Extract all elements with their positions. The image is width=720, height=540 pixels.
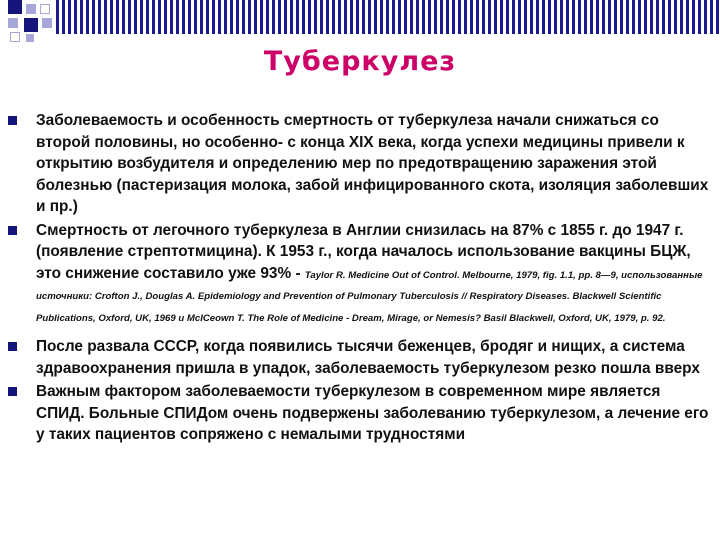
bullet-text-main: Смертность от легочного туберкулеза в Англии снизилась на 87% с 1855 г. до 1947 г. (появление стрептотмицина). К 1953 г., когда началось использование вакцины БЦЖ, это снижение составило уже 93% - <box>36 221 691 282</box>
square-bullet-icon <box>8 342 17 351</box>
square-bullet-icon <box>8 116 17 125</box>
bullet-text: Важным фактором заболеваемости туберкулезом в современном мире является СПИД. Больные СПИДом очень подвержены заболеванию туберкулезом, а лечение его у таких пациентов сопряжено с немалыми трудностями <box>36 383 709 443</box>
decor-square <box>42 18 52 28</box>
bullet-text <box>36 220 712 328</box>
decor-square <box>40 4 50 14</box>
list-item <box>6 336 712 379</box>
list-item <box>6 110 712 218</box>
square-bullet-icon <box>8 387 17 396</box>
decor-square <box>26 4 36 14</box>
bullet-text: После развала СССР, когда появились тысячи беженцев, бродяг и нищих, а система здравоохранения пришла в упадок, заболеваемость туберкулезом резко пошла вверх <box>36 338 700 377</box>
striped-banner <box>56 0 720 34</box>
decor-square <box>26 34 34 42</box>
square-bullet-icon <box>8 226 17 235</box>
decor-square <box>8 18 18 28</box>
bullet-list <box>6 110 712 446</box>
list-item <box>6 220 712 328</box>
bullet-text: Заболеваемость и особенность смертность от туберкулеза начали снижаться со второй половины, но особенно- с конца XIX века, когда успехи медицины привели к открытию возбудителя и определению мер по предотвращению заражения этой болезнью (пастеризация молока, забой инфицированного скота, изоляция заболевших и пр.) <box>36 112 709 215</box>
list-item <box>6 381 712 446</box>
header-decoration <box>0 0 720 46</box>
citation: Taylor R. Medicine Out of Control. Melbourne, 1979, fig. 1.1, pp. 8—9, использованные источники: Crofton J., Douglas A. Epidemiology and Prevention of Pulmonary Tuberculosis // Respiratory Diseases. Blackwell Scientific Publications, Oxford, UK, 1969 и McICeown T. The Role of Medicine - Dream, Mirage, or Nemesis? Basil Blackwell, Oxford, UK, 1979, p. 92. <box>36 269 703 324</box>
slide-title: Туберкулез <box>263 46 457 77</box>
decor-square <box>10 32 20 42</box>
decor-square <box>8 0 22 14</box>
decor-square <box>24 18 38 32</box>
